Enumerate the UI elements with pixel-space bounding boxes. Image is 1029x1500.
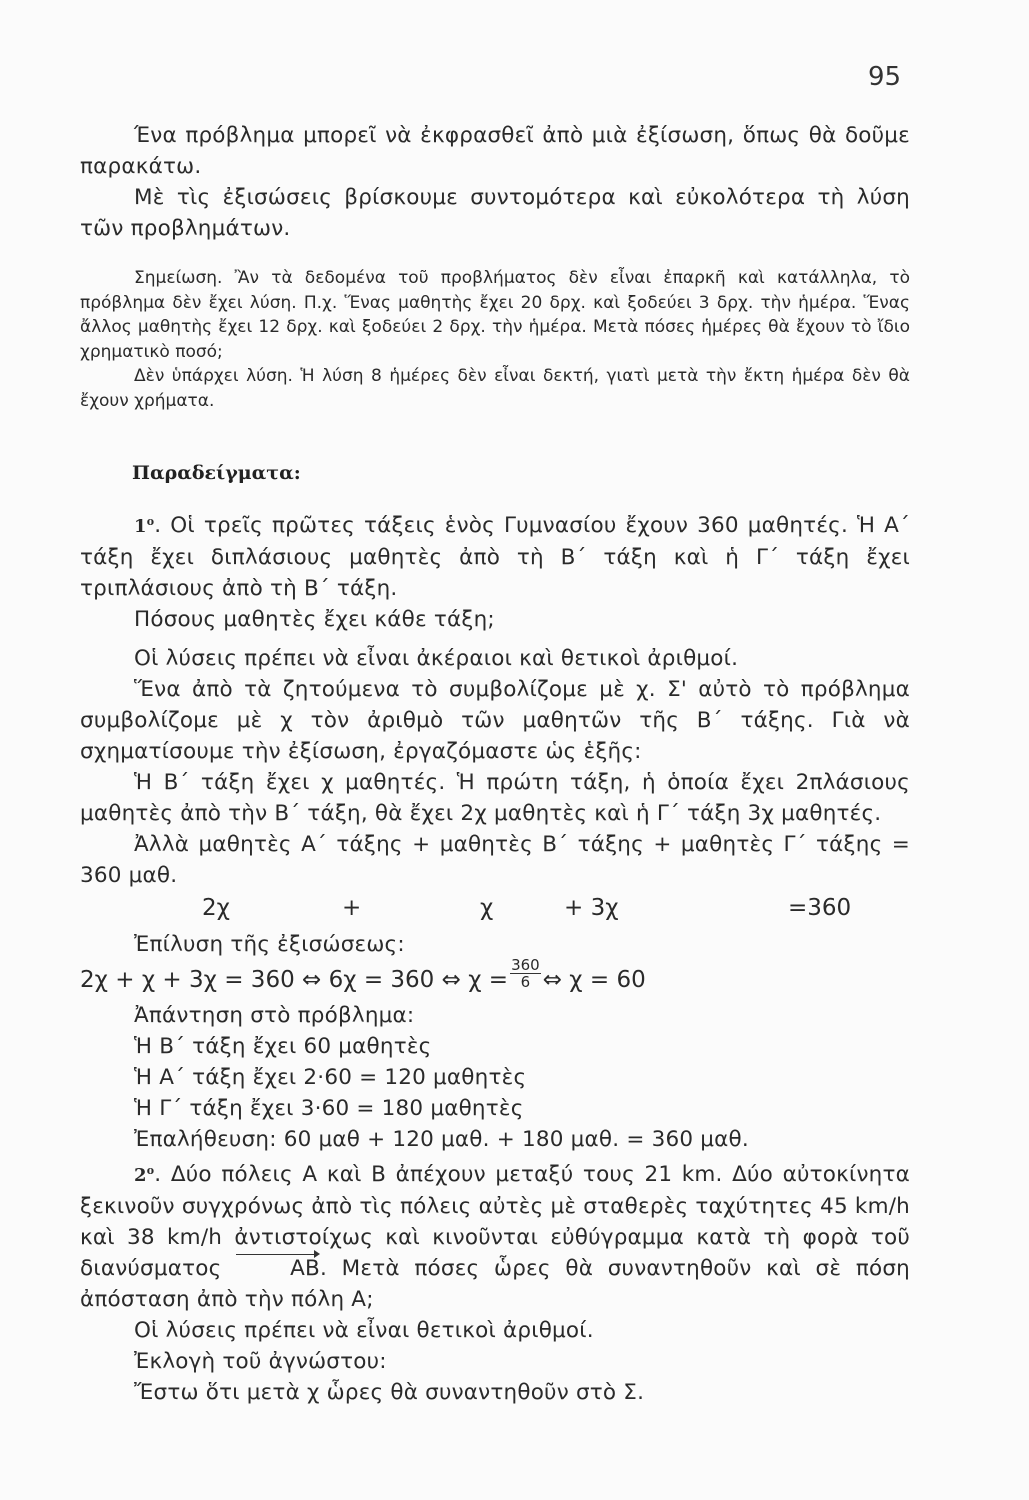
- example-1-reasoning: Ἡ Β΄ τάξη ἔχει χ μαθητές. Ἡ πρώτη τάξη, ἡ ὁποία ἔχει 2πλάσιους μαθητὲς ἀπὸ τὴν Β΄ τάξη, θὰ ἔχει 2χ μαθητὲς καὶ ἡ Γ΄ τάξη 3χ μαθητές.: [80, 769, 910, 826]
- example-1-condition: Οἱ λύσεις πρέπει νὰ εἶναι ἀκέραιοι καὶ θετικοὶ ἀριθμοί.: [134, 645, 739, 671]
- example-1-statement: $1^o$. Οἱ τρεῖς πρῶτες τάξεις ἑνὸς Γυμνασίου ἔχουν 360 μαθητές. Ἡ Α΄ τάξη ἔχει διπλάσιους μαθητὲς ἀπὸ τὴ Β΄ τάξη καὶ ἡ Γ΄ τάξη ἔχει τριπλάσιους ἀπὸ τὴ Β΄ τάξη.: [80, 512, 910, 601]
- page-number: 95: [868, 62, 902, 92]
- example-2-statement: $2^o$. Δύο πόλεις Α καὶ Β ἀπέχουν μεταξύ τους 21 km. Δύο αὐτοκίνητα ξεκινοῦν συγχρόνως ἀπὸ τὶς πόλεις αὐτὲς μὲ σταθερὲς ταχύτητες 45 km/h καὶ 38 km/h ἀντιστοίχως καὶ κινοῦνται εὐθύγραμμα κατὰ τὴ φορὰ τοῦ διανύσματος ΑΒ. Μετὰ πόσες ὧρες θὰ συναντηθοῦν καὶ σὲ πόση ἀπόσταση ἀπὸ τὴν πόλη Α;: [80, 1161, 910, 1312]
- examples-heading: Παραδείγματα:: [132, 461, 301, 484]
- example-1-number: $1^o$: [134, 514, 155, 537]
- answer-line-1: Ἡ Β΄ τάξη ἔχει 60 μαθητὲς: [134, 1033, 432, 1059]
- intro-paragraph-2: Μὲ τὶς ἐξισώσεις βρίσκουμε συντομότερα καὶ εὐκολότερα τὴ λύση τῶν προβλημάτων.: [80, 185, 910, 241]
- answer-line-2: Ἡ Α΄ τάξη ἔχει 2·60 = 120 μαθητὲς: [134, 1064, 527, 1090]
- page-content: [80, 120, 910, 1408]
- example-1: [80, 506, 910, 1155]
- eq-term-2x: 2χ: [202, 894, 230, 921]
- example-1-word-equation: Ἀλλὰ μαθητὲς Α΄ τάξης + μαθητὲς Β΄ τάξης + μαθητὲς Γ΄ τάξης = 360 μαθ.: [80, 831, 910, 888]
- eq-term-3x: + 3χ: [564, 894, 619, 921]
- fraction: $\frac{360}{6}$: [511, 956, 540, 992]
- verification-line: Ἐπαλήθευση: 60 μαθ + 120 μαθ. + 180 μαθ. = 360 μαθ.: [134, 1126, 749, 1152]
- answer-line-3: Ἡ Γ΄ τάξη ἔχει 3·60 = 180 μαθητὲς: [134, 1095, 524, 1121]
- note-paragraph-1: Σημείωση. Ἂν τὰ δεδομένα τοῦ προβλήματος δὲν εἶναι ἐπαρκῆ καὶ κατάλληλα, τὸ πρόβλημα δὲν ἔχει λύση. Π.χ. Ἕνας μαθητὴς ἔχει 20 δρχ. καὶ ξοδεύει 3 δρχ. τὴν ἡμέρα. Ἕνας ἄλλος μαθητὴς ἔχει 12 δρχ. καὶ ξοδεύει 2 δρχ. τὴν ἡμέρα. Μετὰ πόσες ἡμέρες θὰ ἔχουν τὸ ἴδιο χρηματικὸ ποσό;: [80, 268, 910, 362]
- note-paragraph-2: Δὲν ὑπάρχει λύση. Ἡ λύση 8 ἡμέρες δὲν εἶναι δεκτή, γιατὶ μετὰ τὴν ἔκτη ἡμέρα δὲν θὰ ἔχουν χρήματα.: [80, 366, 910, 411]
- unknown-definition: Ἔστω ὅτι μετὰ χ ὧρες θὰ συναντηθοῦν στὸ Σ.: [134, 1379, 645, 1405]
- equation-row: [80, 891, 910, 929]
- note-block: [80, 266, 910, 414]
- eq-rhs: =360: [788, 894, 852, 921]
- example-2-number: $2^o$: [134, 1163, 155, 1186]
- answer-title: Ἀπάντηση στὸ πρόβλημα:: [134, 1002, 415, 1028]
- vector-ab: ΑΒ: [236, 1253, 320, 1284]
- eq-term-x: χ: [480, 894, 494, 921]
- unknown-title: Ἐκλογὴ τοῦ ἀγνώστου:: [134, 1348, 387, 1374]
- eq-plus-1: +: [342, 894, 362, 921]
- example-2-condition: Οἱ λύσεις πρέπει νὰ εἶναι θετικοὶ ἀριθμοί.: [134, 1317, 594, 1343]
- example-1-setup: Ἕνα ἀπὸ τὰ ζητούμενα τὸ συμβολίζομε μὲ χ. Σ' αὐτὸ τὸ πρόβλημα συμβολίζομε μὲ χ τὸν ἀριθμὸ τῶν μαθητῶν τῆς Β΄ τάξης. Γιὰ νὰ σχηματίσουμε τὴν ἐξίσωση, ἐργαζόμαστε ὡς ἑξῆς:: [80, 676, 910, 764]
- intro-paragraph-1: Ένα πρόβλημα μπορεῖ νὰ ἐκφρασθεῖ ἀπὸ μιὰ ἐξίσωση, ὅπως θὰ δοῦμε παρακάτω.: [80, 123, 910, 179]
- example-1-question: Πόσους μαθητὲς ἔχει κάθε τάξη;: [134, 606, 495, 632]
- solve-title: Ἐπίλυση τῆς ἐξισώσεως:: [134, 931, 405, 957]
- solve-line: 2χ + χ + 3χ = 360 ⇔ 6χ = 360 ⇔ χ = $\frac{360}{6}$ ⇔ χ = 60: [80, 956, 646, 993]
- example-2: [80, 1155, 910, 1408]
